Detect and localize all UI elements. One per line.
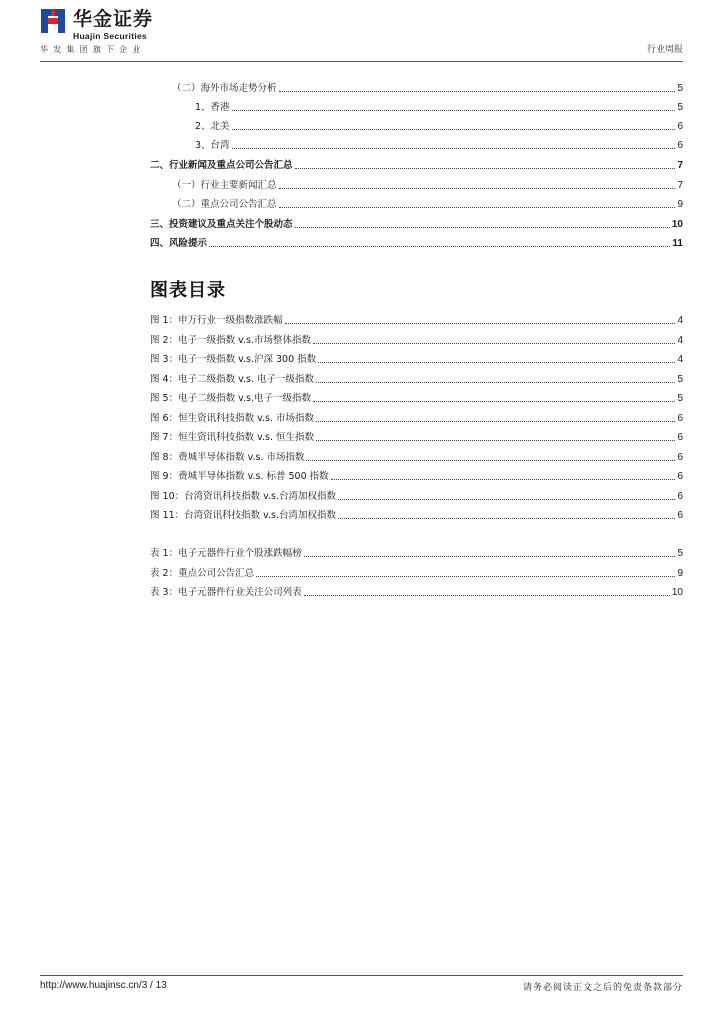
brand-name-en: Huajin Securities [73, 31, 148, 41]
figure-leader-dots [306, 460, 675, 461]
figure-entry-page: 5 [677, 393, 683, 404]
toc-leader-dots [232, 148, 676, 149]
toc-entry-label: （一）行业主要新闻汇总 [172, 180, 277, 191]
header-divider [40, 61, 683, 62]
figure-entry-page: 6 [677, 452, 683, 463]
toc-entry[interactable] [172, 197, 683, 211]
figure-leader-dots [316, 382, 675, 383]
toc-entry-label: 三、投资建议及重点关注个股动态 [150, 219, 293, 230]
figure-entry[interactable] [150, 352, 683, 366]
toc-entry-label: 3、台湾 [195, 140, 230, 151]
toc-leader-dots [279, 188, 676, 189]
toc-entry-label: 2、北美 [195, 121, 230, 132]
figure-entry-label: 图 9：费城半导体指数 v.s. 标普 500 指数 [150, 471, 329, 482]
toc-entry[interactable] [195, 119, 683, 133]
figure-leader-dots [338, 518, 675, 519]
figure-leader-dots [313, 401, 675, 402]
table-entry-label: 表 2：重点公司公告汇总 [150, 568, 255, 579]
toc-entry-label: （二）海外市场走势分析 [172, 83, 277, 94]
footer-disclaimer: 请务必阅读正文之后的免责条款部分 [522, 983, 683, 993]
figure-leader-dots [318, 362, 675, 363]
table-entry-label: 表 3：电子元器件行业关注公司列表 [150, 587, 302, 598]
figure-entry[interactable] [150, 313, 683, 327]
figure-entry-page: 5 [677, 374, 683, 385]
toc-leader-dots [232, 129, 676, 130]
table-leader-dots [304, 595, 670, 596]
figure-entry-page: 4 [677, 315, 683, 326]
figure-entry-page: 4 [677, 354, 683, 365]
toc-leader-dots [295, 227, 670, 228]
toc-entry[interactable] [150, 158, 683, 172]
toc-entry[interactable] [172, 81, 683, 95]
figure-entry[interactable] [150, 430, 683, 444]
toc-entry[interactable] [195, 100, 683, 114]
toc-entry-label: （二）重点公司公告汇总 [172, 199, 277, 210]
toc-entry-page: 7 [677, 160, 683, 171]
table-entry[interactable] [150, 585, 683, 599]
toc-entry-label: 二、行业新闻及重点公司公告汇总 [150, 160, 293, 171]
figure-leader-dots [313, 343, 675, 344]
footer-url-page[interactable]: http://www.huajinsc.cn/3 / 13 [40, 980, 167, 991]
table-entry-page: 10 [671, 587, 683, 598]
toc-entry[interactable] [172, 178, 683, 192]
figure-leader-dots [338, 499, 675, 500]
toc-entry-page: 11 [672, 238, 683, 249]
brand-slogan: 华发集团旗下企业 [40, 45, 146, 54]
figure-entry-page: 6 [677, 432, 683, 443]
figure-entry[interactable] [150, 333, 683, 347]
figure-entry-label: 图 7：恒生资讯科技指数 v.s. 恒生指数 [150, 432, 314, 443]
figure-entry-label: 图 10：台湾资讯科技指数 v.s.台湾加权指数 [150, 491, 337, 502]
figure-entry[interactable] [150, 372, 683, 386]
figure-entry[interactable] [150, 411, 683, 425]
figure-leader-dots [316, 440, 675, 441]
toc-leader-dots [295, 168, 676, 169]
table-entry-page: 5 [677, 548, 683, 559]
figure-entry[interactable] [150, 450, 683, 464]
figure-entry-label: 图 1：申万行业一级指数涨跌幅 [150, 315, 283, 326]
figure-entry[interactable] [150, 391, 683, 405]
table-entry-label: 表 1：电子元器件行业个股涨跌幅榜 [150, 548, 302, 559]
table-leader-dots [256, 576, 675, 577]
toc-entry-page: 6 [677, 121, 683, 132]
figure-entry[interactable] [150, 508, 683, 522]
figure-entry-page: 6 [677, 491, 683, 502]
figure-entry-page: 4 [677, 335, 683, 346]
figure-entry-label: 图 2：电子一级指数 v.s.市场整体指数 [150, 335, 311, 346]
toc-entry[interactable] [195, 138, 683, 152]
toc-entry-page: 7 [677, 180, 683, 191]
figure-entry-page: 6 [677, 413, 683, 424]
figure-leader-dots [316, 421, 675, 422]
figure-leader-dots [285, 323, 676, 324]
figure-entry-label: 图 8：费城半导体指数 v.s. 市场指数 [150, 452, 305, 463]
figure-entry-label: 图 3：电子一级指数 v.s.沪深 300 指数 [150, 354, 317, 365]
table-entry-page: 9 [677, 568, 683, 579]
toc-leader-dots [209, 246, 670, 247]
toc-entry[interactable] [150, 217, 683, 231]
toc-leader-dots [279, 91, 676, 92]
figure-entry-label: 图 6：恒生资讯科技指数 v.s. 市场指数 [150, 413, 314, 424]
page-header [40, 8, 683, 60]
table-leader-dots [304, 556, 676, 557]
toc-entry-page: 5 [677, 102, 683, 113]
toc-entry[interactable] [150, 236, 683, 250]
toc-leader-dots [279, 207, 676, 208]
figure-entry[interactable] [150, 469, 683, 483]
figure-entry-label: 图 11：台湾资讯科技指数 v.s.台湾加权指数 [150, 510, 337, 521]
figures-index-title: 图表目录 [150, 280, 226, 301]
brand-name-cn: 华金证券 [73, 8, 154, 30]
toc-entry-page: 6 [677, 140, 683, 151]
footer-divider [40, 975, 683, 976]
figure-entry-page: 6 [677, 471, 683, 482]
toc-leader-dots [232, 110, 676, 111]
toc-entry-page: 5 [677, 83, 683, 94]
toc-entry-label: 四、风险提示 [150, 238, 208, 249]
figure-entry-label: 图 4：电子二级指数 v.s. 电子一级指数 [150, 374, 314, 385]
table-entry[interactable] [150, 546, 683, 560]
figure-leader-dots [331, 479, 676, 480]
figure-entry[interactable] [150, 489, 683, 503]
huajin-logo-icon [40, 8, 66, 34]
document-type: 行业周报 [646, 45, 683, 55]
toc-entry-page: 9 [677, 199, 683, 210]
table-entry[interactable] [150, 566, 683, 580]
toc-entry-page: 10 [671, 219, 683, 230]
toc-entry-label: 1、香港 [195, 102, 230, 113]
figure-entry-label: 图 5：电子二级指数 v.s.电子一级指数 [150, 393, 311, 404]
figure-entry-page: 6 [677, 510, 683, 521]
